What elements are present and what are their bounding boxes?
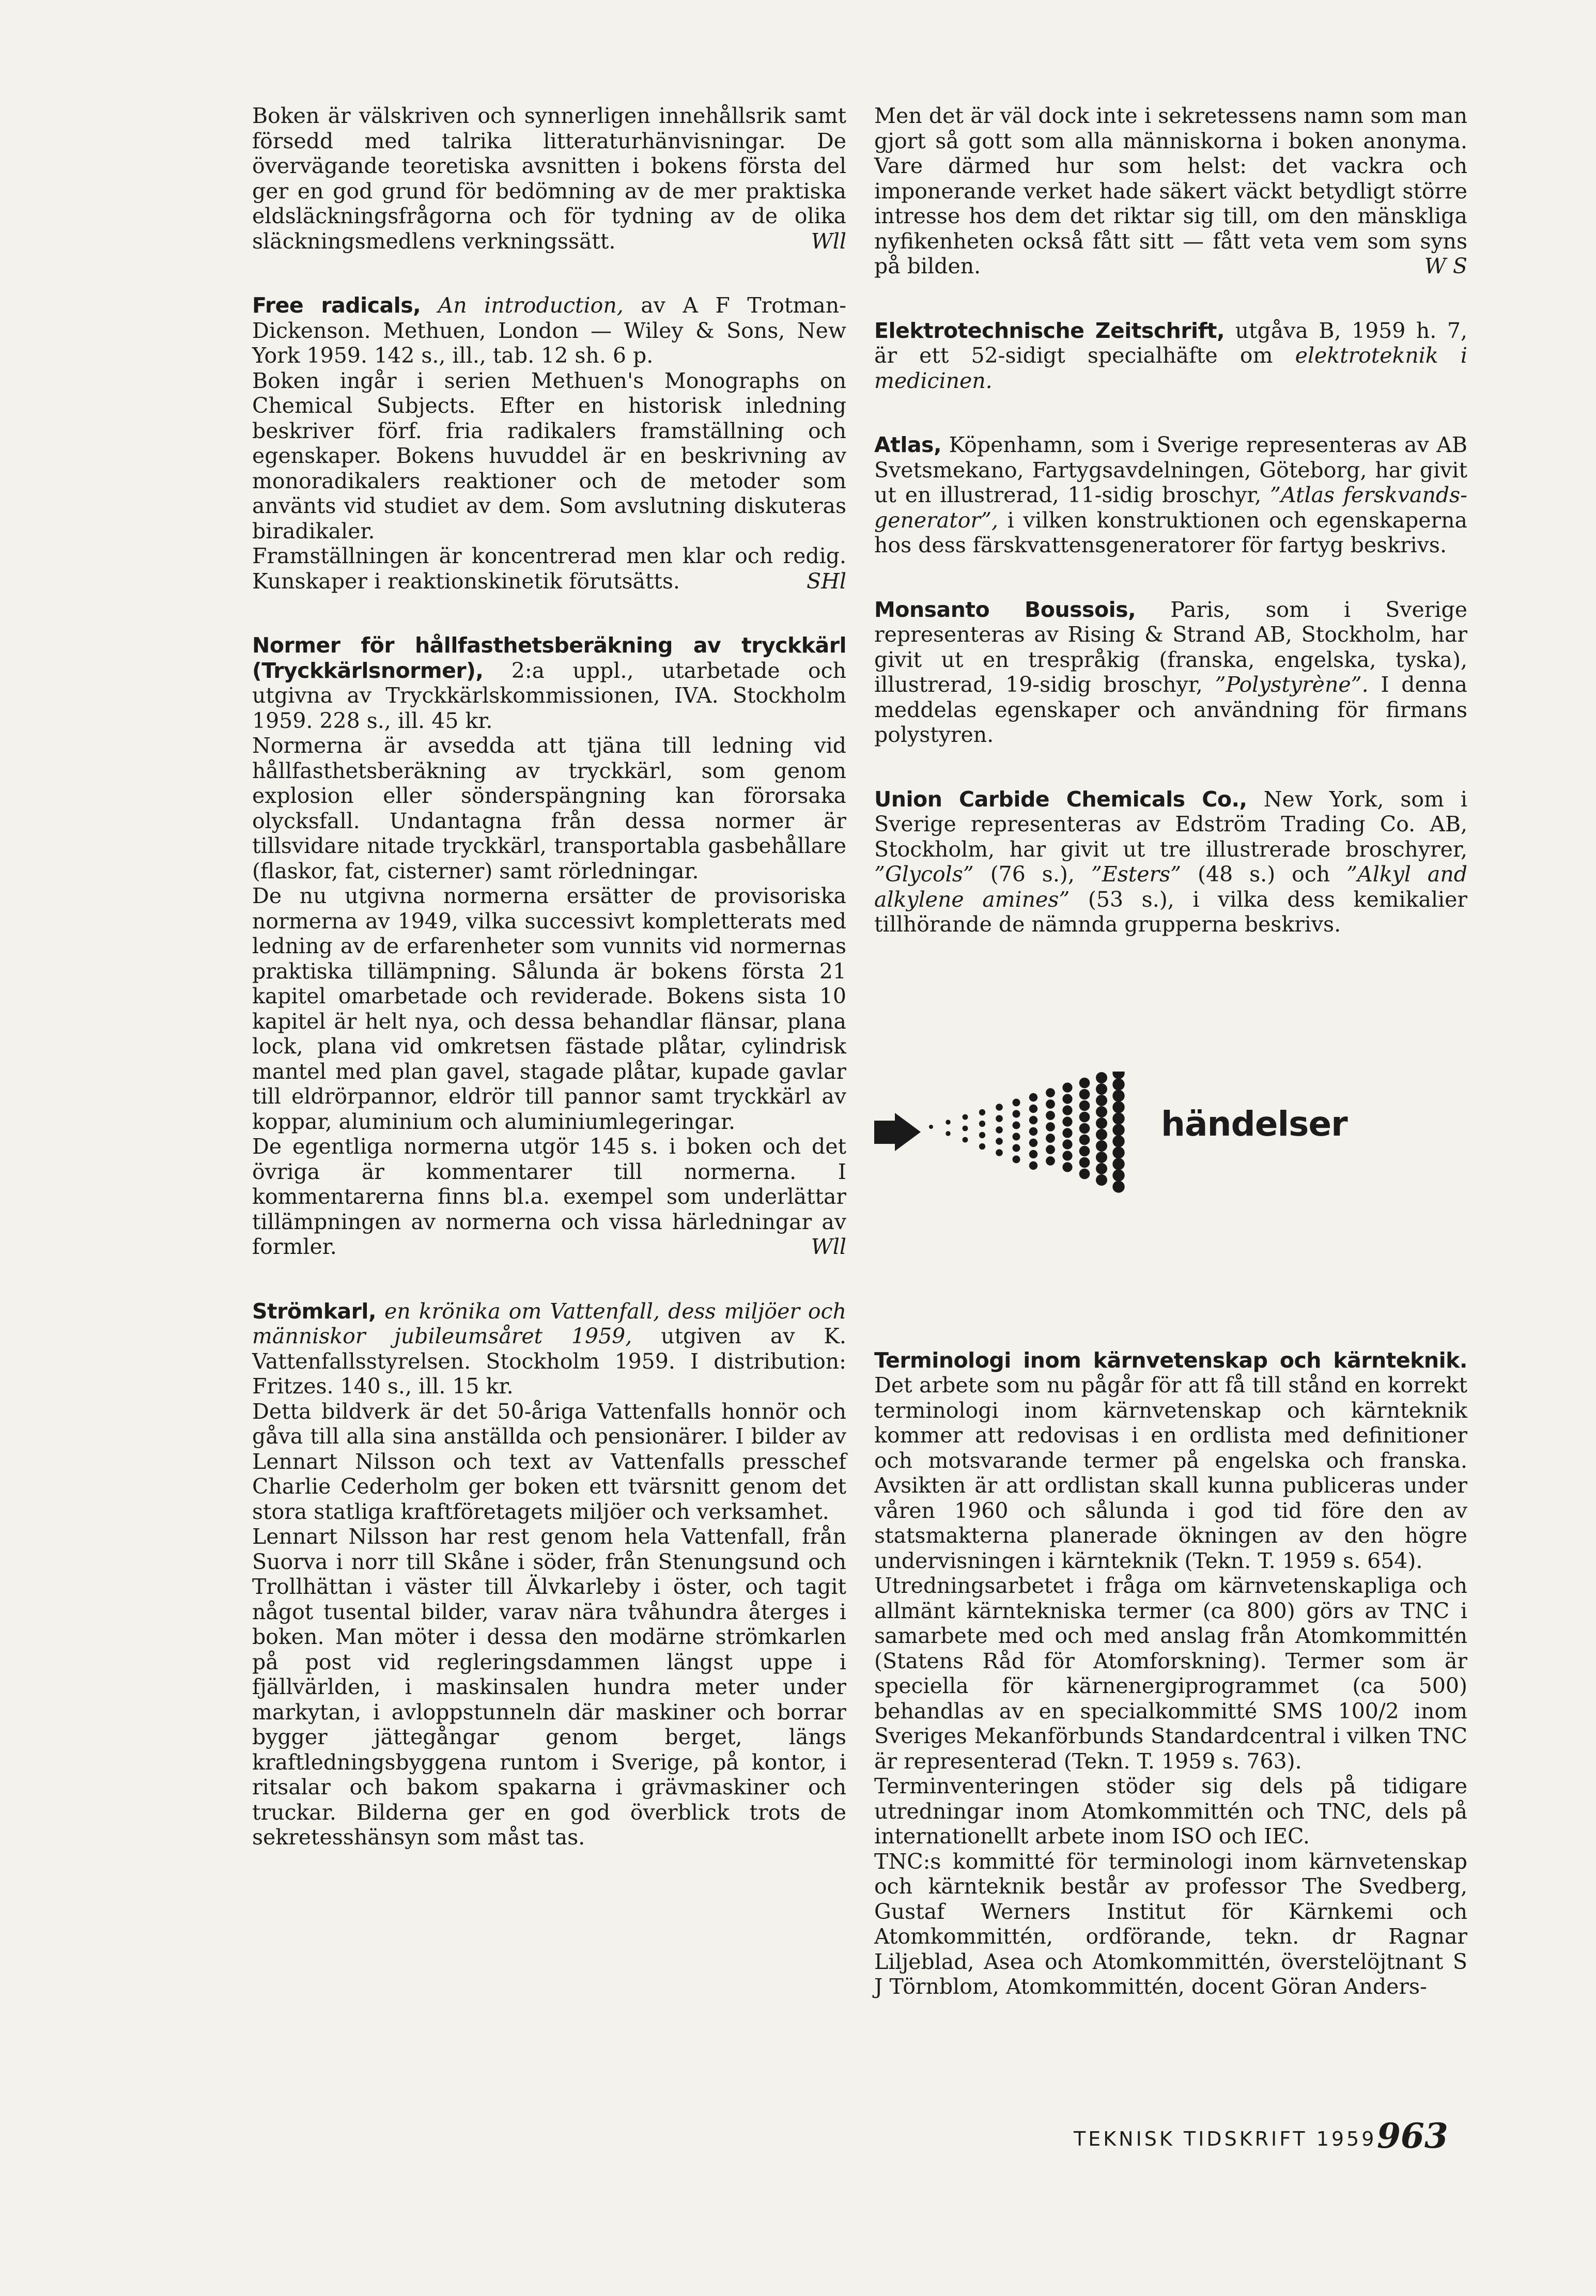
footer-journal: TEKNISK TIDSKRIFT 1959 [1074, 2128, 1377, 2150]
halftone-dot [1112, 1146, 1124, 1158]
halftone-dot [1062, 1128, 1072, 1138]
halftone-dot [1062, 1094, 1072, 1104]
article-paragraph: Terminventeringen stöder sig dels på tidigare utredningar inom Atomkommittén och TNC, dels på internationellt arbete inom ISO och IEC. [874, 1774, 1467, 1849]
halftone-dot [979, 1120, 985, 1126]
review-paragraph: Boken ingår i serien Methuen's Monographs on Chemical Subjects. Efter en historisk inledning beskriver förf. fria radikalers framställning och egenskaper. Bokens huvuddel är en beskrivning av monoradikalers reaktioner och de metoder som använts vid studiet av dem. Som avslutning diskuteras biradikaler. [252, 368, 846, 544]
halftone-dot [1096, 1095, 1107, 1106]
halftone-dot [1079, 1100, 1090, 1111]
notice-elektrotechnische [874, 318, 1467, 394]
notice-italic: ”Polystyrène”. [1215, 672, 1369, 697]
halftone-dot [1112, 1078, 1124, 1090]
halftone-dot [1096, 1072, 1107, 1083]
halftone-dot [1046, 1088, 1055, 1097]
halftone-dot [1029, 1093, 1037, 1101]
halftone-dot [1096, 1174, 1107, 1186]
halftone-dots [929, 1072, 1125, 1193]
halftone-dot [1013, 1110, 1020, 1118]
halftone-dot [963, 1114, 968, 1120]
halftone-dot [1013, 1121, 1020, 1129]
notice-italic: ”Alkyl and alkylene amines” [874, 862, 1467, 912]
halftone-dot [1112, 1124, 1124, 1136]
review-text: Boken är välskriven och synnerligen innehållsrik samt försedd med talrika litteraturhänvisningar. De övervägande teoretiska avsnitten i bokens första del ger en god grund för bedömning av de mer praktiska eldsläckningsfrågorna och för tydning av de olika släckningsmedlens verkningssätt. [252, 103, 846, 254]
halftone-dot [1029, 1104, 1037, 1112]
notice-text: utgåva B, 1959 h. 7, är ett 52-sidigt specialhäfte om [874, 318, 1467, 368]
halftone-dot [1029, 1150, 1037, 1158]
halftone-dot [996, 1149, 1003, 1156]
halftone-dot [946, 1120, 950, 1124]
notice-title: Elektrotechnische Zeitschrift, [874, 318, 1225, 343]
halftone-dot [1096, 1152, 1107, 1163]
notice-italic: ”Glycols” [874, 862, 974, 887]
halftone-dot [1046, 1122, 1055, 1131]
halftone-dot [979, 1143, 985, 1149]
halftone-dot [1029, 1127, 1037, 1135]
notice-title: Union Carbide Chemicals Co., [874, 786, 1247, 812]
events-section-banner [874, 1072, 1467, 1193]
notice-italic: ”Atlas ferskvands-generator”, [874, 483, 1467, 533]
halftone-dot [1079, 1077, 1090, 1088]
halftone-dot [1112, 1135, 1124, 1147]
halftone-dot [1029, 1115, 1037, 1124]
halftone-dot [1013, 1098, 1020, 1106]
article-paragraph: Det arbete som nu pågår för att få till stånd en korrekt terminologi inom kärnvetenskap och kärnteknik kommer att redovisas i en ordlista med definitioner och motsvarande termer på engelska och franska. Avsikten är att ordlistan skall kunna publiceras under våren 1960 och sålunda i god tid före den av statsmakterna planerade ökningen av den högre undervisningen i kärnteknik (Tekn. T. 1959 s. 654). [874, 1373, 1467, 1573]
halftone-dot [996, 1115, 1003, 1122]
halftone-dot [1062, 1116, 1072, 1126]
halftone-dot [1096, 1083, 1107, 1095]
notice-text: (53 s.), i vilka dess kemikalier tillhörande de nämnda grupperna beskrivs. [874, 887, 1467, 937]
review-paragraph: De nu utgivna normerna ersätter de provisoriska normerna av 1949, vilka successivt kompletterats med ledning av de erfarenheter som vunnits vid normernas praktiska tillämpning. Sålunda är bokens första 21 kapitel omarbetade och reviderade. Bokens sista 10 kapitel är helt nya, och dessa behandlar flänsar, plana lock, plana vid omkretsen fästade plåtar, cylindrisk mantel med plan gavel, stagade plåtar, kupade gavlar till eldrörpannor, eldrör till pannor samt tryckkärl av koppar, aluminium och aluminiumlegeringar. [252, 883, 846, 1134]
halftone-dot [929, 1125, 933, 1129]
review-normer [252, 633, 846, 1260]
notice-title: Monsanto Boussois, [874, 597, 1136, 622]
halftone-dot [1112, 1072, 1124, 1079]
review-title: Strömkarl, [252, 1298, 377, 1324]
review-paragraph: Lennart Nilsson har rest genom hela Vattenfall, från Suorva i norr till Skåne i söder, från Stenungsund och Trollhättan i väster till Älvkarleby i öster, och tagit något tusental bilder, varav nära tvåhundra återges i boken. Man möter i dessa den modärne strömkarlen på post vid regleringsdammen längst uppe i fjällvärlden, i maskinsalen hundra meter under markytan, i avloppstunneln där maskiner och borrar bygger jättegångar genom berget, längs kraftledningsbyggena runtom i Sverige, på kontor, i ritsalar och bakom spakarna i grävmaskiner och truckar. Bilderna ger en god överblick trots de sekretesshänsyn som måst tas. [252, 1524, 846, 1850]
halftone-dot [1046, 1145, 1055, 1154]
reviewer-signature: W S [1424, 254, 1467, 278]
halftone-dot [1079, 1089, 1090, 1099]
halftone-dot [1079, 1111, 1090, 1122]
halftone-dot [1062, 1082, 1072, 1092]
halftone-dot [996, 1138, 1003, 1145]
article-paragraph: Utredningsarbetet i fråga om kärnvetenskapliga och allmänt kärntekniska termer (ca 800) görs av TNC i samarbete med och med anslag från Atomkommittén (Statens Råd för Atomforskning). Termer som är speciella för kärnenergiprogrammet (ca 500) behandlas av en specialkommitté SMS 100/2 inom Sveriges Mekanförbunds Standardcentral i vilken TNC är representerad (Tekn. T. 1959 s. 763). [874, 1573, 1467, 1774]
reviewer-signature: SHl [807, 568, 846, 594]
halftone-dot [1079, 1157, 1090, 1168]
halftone-dot [1013, 1133, 1020, 1140]
article-terminologi [874, 1348, 1467, 1999]
notice-text: I denna meddelas egenskaper och användning för firmans polystyren. [874, 672, 1467, 747]
notice-italic: elektroteknik i medicinen. [874, 343, 1467, 393]
article-paragraph: TNC:s kommitté för terminologi inom kärnvetenskap och kärnteknik består av professor The Svedberg, Gustaf Werners Institut för Kärnkemi och Atomkommittén, ordförande, tekn. dr Ragnar Liljeblad, Asea och Atomkommittén, överstelöjtnant S J Törnblom, Atomkommittén, docent Göran Anders- [874, 1849, 1467, 1999]
halftone-dot [963, 1125, 968, 1131]
halftone-dot [1096, 1140, 1107, 1152]
halftone-dot [996, 1126, 1003, 1134]
halftone-dot [979, 1131, 985, 1138]
halftone-dot [996, 1104, 1003, 1111]
halftone-dot [1079, 1168, 1090, 1179]
reviewer-signature: Wll [811, 228, 846, 254]
right-column [874, 103, 1467, 2039]
halftone-dot [1096, 1106, 1107, 1118]
section-heading: händelser [1161, 1104, 1347, 1144]
arrow-dots-icon [874, 1072, 1153, 1193]
review-intro-left [252, 103, 846, 254]
review-title: Free radicals, [252, 293, 421, 318]
halftone-dot [979, 1109, 985, 1115]
halftone-dot [1062, 1139, 1072, 1149]
notice-union-carbide [874, 787, 1467, 937]
review-subtitle: en krönika om Vattenfall, dess miljöer och människor jubileumsåret 1959, [252, 1298, 846, 1348]
halftone-dot [1096, 1163, 1107, 1174]
notice-atlas [874, 432, 1467, 558]
left-column [252, 103, 846, 1889]
review-intro-right [874, 103, 1467, 279]
notice-text: (76 s.), [990, 862, 1075, 887]
notice-text: i vilken konstruktionen och egenskaperna hos dess färskvattensgeneratorer för fartyg beskrivs. [874, 507, 1467, 557]
halftone-dot [1112, 1158, 1124, 1170]
notice-italic: ”Esters” [1091, 862, 1182, 887]
halftone-dot [1062, 1105, 1072, 1115]
reviewer-signature: Wll [811, 1234, 846, 1259]
notice-text: Köpenhamn, som i Sverige representeras av AB Svetsmekano, Fartygsavdelningen, Göteborg, har givit ut en illustrerad, 11-sidig broschyr, [874, 432, 1467, 507]
notice-text: (48 s.) och [1198, 862, 1330, 887]
review-paragraph: Framställningen är koncentrerad men klar och redig. Kunskaper i reaktionskinetik förutsätts. [252, 544, 846, 594]
review-citation: utgiven av K. Vattenfallsstyrelsen. Stockholm 1959. I distribution: Fritzes. 140 s., ill. 15 kr. [252, 1324, 846, 1399]
halftone-dot [1013, 1155, 1020, 1163]
article-title: Terminologi inom kärnvetenskap och kärnteknik. [874, 1347, 1467, 1373]
halftone-dot [1062, 1151, 1072, 1160]
notice-text: Paris, som i Sverige representeras av Rising & Strand AB, Stockholm, har givit ut en trespråkig (franska, engelska, tyska), illustrerad, 19-sidig broschyr, [874, 597, 1467, 697]
notice-title: Atlas, [874, 432, 942, 457]
review-text: Men det är väl dock inte i sekretessens namn som man gjort så gott som alla människorna i boken anonyma. Vare därmed hur som helst: det vackra och imponerande verket hade säkert väckt betydligt större intresse hos dem det riktar sig till, om den mänskliga nyfikenheten också fått sitt — fått veta vem som syns på bilden. [874, 103, 1467, 278]
review-paragraph: De egentliga normerna utgör 145 s. i boken och det övriga är kommentarer till normerna. I kommentarerna finns bl.a. exempel som underlättar tillämpningen av normerna och vissa härledningar av formler. [252, 1134, 846, 1259]
halftone-dot [1046, 1156, 1055, 1166]
review-free-radicals [252, 293, 846, 594]
halftone-dot [1112, 1169, 1124, 1181]
review-citation: av A F Trotman-Dickenson. Methuen, London — Wiley & Sons, New York 1959. 142 s., ill., tab. 12 sh. 6 p. [252, 293, 846, 368]
halftone-dot [963, 1137, 968, 1142]
halftone-dot [1112, 1181, 1124, 1192]
halftone-dot [946, 1131, 950, 1136]
notice-monsanto [874, 597, 1467, 748]
halftone-dot [1112, 1090, 1124, 1102]
halftone-dot [1013, 1144, 1020, 1152]
review-paragraph: Detta bildverk är det 50-åriga Vattenfalls honnör och gåva till alla sina anställda och pensionärer. I bilder av Lennart Nilsson och text av Vattenfalls presschef Charlie Cederholm ger boken ett tvärsnitt genom det stora statliga kraftföretagets miljöer och verksamhet. [252, 1399, 846, 1524]
page-number: 963 [1377, 2116, 1448, 2156]
halftone-dot [1029, 1138, 1037, 1146]
halftone-dot [1046, 1111, 1055, 1120]
notice-text: New York, som i Sverige representeras av Edström Trading Co. AB, Stockholm, har givit ut tre illustrerade broschyrer, [874, 786, 1467, 862]
halftone-dot [1079, 1145, 1090, 1156]
halftone-dot [1029, 1161, 1037, 1169]
review-title: Normer för hållfasthetsberäkning av tryckkärl (Tryckkärlsnormer), [252, 633, 846, 683]
review-subtitle: An introduction, [438, 293, 624, 318]
halftone-dot [1112, 1101, 1124, 1113]
halftone-dot [1112, 1112, 1124, 1124]
review-citation: 2:a uppl., utarbetade och utgivna av Tryckkärlskommissionen, IVA. Stockholm 1959. 228 s., ill. 45 kr. [252, 658, 846, 733]
halftone-dot [1046, 1099, 1055, 1109]
halftone-dot [1062, 1162, 1072, 1172]
review-paragraph: Normerna är avsedda att tjäna till ledning vid hållfasthetsberäkning av tryckkärl, som genom explosion eller sönderspängning kan förorsaka olycksfall. Undantagna från dessa normer är tillsvidare nitade tryckkärl, transportabla gasbehållare (flaskor, fat, cisterner) samt rörledningar. [252, 733, 846, 883]
review-stromkarl [252, 1299, 846, 1850]
halftone-dot [1096, 1118, 1107, 1129]
halftone-dot [1096, 1129, 1107, 1140]
halftone-dot [1079, 1123, 1090, 1134]
halftone-dot [1079, 1134, 1090, 1145]
arrow-icon [874, 1113, 921, 1151]
halftone-dot [1046, 1134, 1055, 1143]
